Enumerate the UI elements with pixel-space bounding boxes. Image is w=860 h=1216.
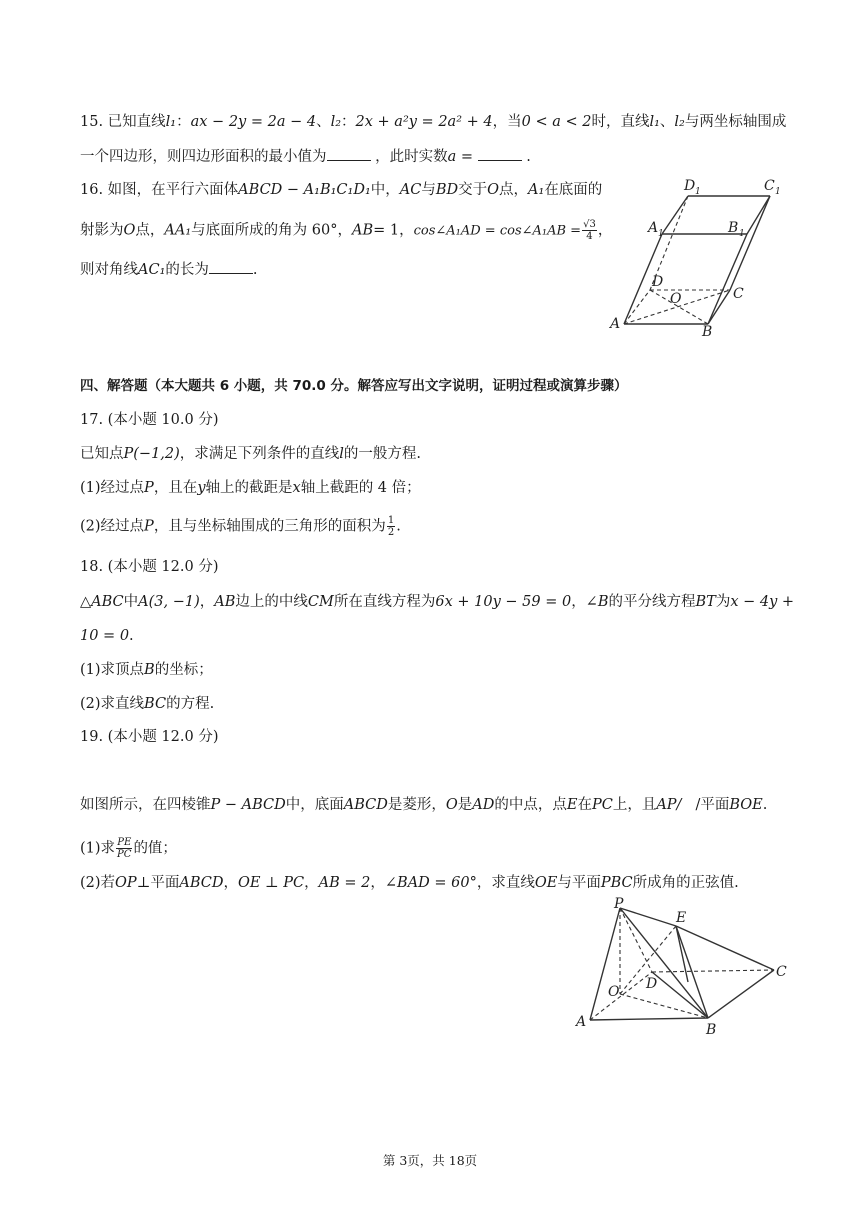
q18-text: ，∠	[571, 594, 598, 610]
q18-text: (1)求顶点	[80, 662, 145, 678]
q19-part1	[80, 837, 177, 860]
math-ineq: 0 < a < 2	[521, 114, 592, 130]
math-a1: A₁	[528, 182, 545, 198]
q18-text: 的方程.	[166, 696, 215, 712]
math-l2: l₂	[330, 114, 342, 130]
math-bd: BD	[435, 182, 459, 198]
q17-text: ，且在	[153, 480, 198, 496]
q19-text: 所成角的正弦值.	[632, 875, 739, 891]
page-footer: 第 3页，共 18页	[382, 1153, 478, 1168]
q15-text: ，当	[492, 114, 522, 130]
math-cm: CM	[307, 594, 334, 610]
math-point-a: A(3, −1)	[138, 594, 200, 610]
q19-line1	[80, 795, 767, 815]
math-aa1: AA₁	[164, 222, 192, 239]
label-a: A	[576, 1014, 587, 1030]
math-ab: AB	[214, 594, 236, 610]
math-op: OP	[115, 875, 137, 891]
math-a: a =	[447, 149, 474, 165]
parallelepiped-figure	[597, 176, 790, 338]
q17-part2	[80, 515, 401, 538]
q18-part2	[80, 694, 214, 714]
math-eq-bt: x − 4y +	[730, 594, 795, 610]
q15-text: ：	[176, 114, 191, 130]
math-l2: l₂	[674, 114, 685, 130]
q16-text: 的长为	[165, 262, 209, 278]
label-e: E	[676, 910, 687, 926]
math-oe-perp-pc: OE ⊥ PC	[237, 875, 305, 891]
math-bc: BC	[144, 696, 167, 712]
q15-line1	[80, 112, 786, 132]
math-eq2: 2x + a²y = 2a² + 4	[355, 114, 493, 130]
q16-line3	[80, 259, 258, 280]
fraction-numerator: 1	[387, 515, 395, 526]
q18-text: ，	[199, 594, 215, 610]
subscript-1: 1	[739, 229, 745, 239]
math-e: E	[566, 797, 578, 813]
math-ab-eq: AB = 2	[318, 875, 371, 891]
math-abc: ABC	[91, 594, 124, 610]
math-b: B	[144, 662, 155, 678]
math-oe: OE	[534, 875, 558, 891]
answer-blank	[327, 146, 371, 161]
math-ac1: AC₁	[138, 262, 166, 278]
math-p: P	[144, 480, 154, 496]
math-eq1: ax − 2y = 2a − 4	[190, 114, 317, 130]
q17-text: 已知点	[80, 446, 124, 462]
q15-text: ：	[341, 114, 356, 130]
q17-text: 轴上截距的 4 倍；	[300, 480, 421, 496]
label-b: B	[706, 1022, 717, 1038]
math-ac: AC	[399, 182, 422, 198]
q16-text: 16. 如图，在平行六面体	[80, 182, 239, 198]
q18-text: 所在直线方程为	[333, 594, 436, 610]
q19-text: 是	[457, 797, 473, 813]
q16-text: = 1，	[373, 222, 414, 239]
q19-text: 与平面	[557, 875, 601, 891]
math-o: O	[487, 182, 500, 198]
q19-text: 如图所示，在四棱锥	[80, 797, 211, 813]
math-pc: PC	[591, 797, 613, 813]
fraction-denominator: PC	[117, 849, 132, 860]
q19-text: (2)若	[80, 875, 116, 891]
q19-text: .	[762, 797, 768, 813]
q15-text: 时，直线	[591, 114, 650, 130]
answer-blank	[209, 259, 253, 274]
q15-text: 与两坐标轴围成	[684, 114, 787, 130]
label-c1: C	[764, 178, 775, 194]
q16-text: .	[252, 262, 258, 278]
math-b: B	[597, 594, 609, 610]
q18-text: (2)求直线	[80, 696, 145, 712]
math-eq-cm: 6x + 10y − 59 = 0	[435, 594, 572, 610]
label-d: D	[652, 274, 664, 290]
q17-text: (1)经过点	[80, 480, 145, 496]
q15-line2	[80, 146, 531, 167]
q19-text: ，	[370, 875, 385, 891]
q15-text: 一个四边形，则四边形面积的最小值为	[80, 149, 327, 165]
q16-text: 点，	[499, 182, 529, 198]
subscript-1: 1	[695, 187, 701, 197]
fraction	[116, 837, 132, 860]
q16-text: 在底面的	[544, 182, 603, 198]
section-heading: 四、解答题（本大题共 6 小题，共 70.0 分。解答应写出文字说明，证明过程或演算步骤）	[80, 378, 628, 394]
math-y: y	[197, 480, 206, 496]
q18-text: .	[129, 628, 134, 644]
q19-text: 在	[577, 797, 592, 813]
q18-text: 为	[715, 594, 731, 610]
q19-text: /平面	[695, 797, 730, 813]
q18-text: 边上的中线	[235, 594, 308, 610]
math-ab: AB	[351, 222, 374, 239]
fraction-denominator: 4	[586, 231, 593, 242]
q19-text: 的中点，点	[494, 797, 567, 813]
q19-text: ⊥平面	[136, 875, 180, 891]
math-eq-bt-cont: 10 = 0	[80, 628, 130, 644]
q16-text: 射影为	[80, 222, 124, 239]
label-d1: D	[684, 178, 696, 194]
q19-part2	[80, 873, 739, 893]
math-x: x	[292, 480, 301, 496]
q17-text: ，求满足下列条件的直线	[179, 446, 340, 462]
label-b: B	[702, 324, 713, 338]
math-boe: BOE	[729, 797, 763, 813]
q17-text: 的一般方程.	[343, 446, 422, 462]
q16-text: 则对角线	[80, 262, 138, 278]
q18-head: 18. (本小题 12.0 分)	[80, 559, 219, 575]
label-o: O	[670, 291, 682, 307]
q16-text: ，	[597, 222, 613, 239]
q19-text: 上，且	[612, 797, 657, 813]
q17-text: (2)经过点	[80, 518, 145, 535]
q16-text: 交于	[458, 182, 488, 198]
math-ad: AD	[472, 797, 495, 813]
fraction	[582, 219, 597, 242]
q19-text: ，求直线	[476, 875, 535, 891]
math-bt: BT	[695, 594, 716, 610]
fraction	[387, 515, 395, 538]
q17-text: .	[396, 518, 401, 535]
math-solid: ABCD − A₁B₁C₁D₁	[238, 182, 371, 198]
math-o: O	[123, 222, 136, 239]
q16-text: 点，	[135, 222, 165, 239]
subscript-1: 1	[775, 187, 781, 197]
fraction-numerator: √3	[583, 219, 596, 230]
math-angle-bad: ∠BAD = 60°	[384, 875, 477, 891]
q18-text: 中	[123, 594, 139, 610]
math-ap: AP/	[656, 797, 682, 813]
fraction-denominator: 2	[387, 527, 395, 538]
answer-blank	[478, 146, 522, 161]
math-abcd: ABCD	[343, 797, 388, 813]
label-a: A	[610, 316, 621, 332]
label-o: O	[608, 984, 620, 1000]
q19-text: ，	[223, 875, 238, 891]
label-p: P	[614, 896, 624, 912]
label-d: D	[646, 976, 658, 992]
pyramid-figure	[570, 896, 795, 1044]
q19-text: ，	[304, 875, 319, 891]
math-pyramid: P − ABCD	[210, 797, 286, 813]
math-point-p: P(−1,2)	[123, 446, 180, 462]
q19-text: 的值；	[133, 840, 177, 857]
q18-text: 的坐标；	[154, 662, 213, 678]
label-b1: B	[728, 220, 739, 236]
q15-text: .	[526, 149, 531, 165]
math-l1: l₁	[649, 114, 660, 130]
q16-text: 与	[421, 182, 436, 198]
q19-head: 19. (本小题 12.0 分)	[80, 729, 219, 745]
q18-part1	[80, 660, 213, 680]
q18-text: 的平分线方程	[608, 594, 696, 610]
math-l: l	[339, 446, 344, 462]
fraction-numerator: PE	[117, 837, 132, 848]
label-c: C	[733, 286, 744, 302]
q19-text: 是菱形，	[387, 797, 446, 813]
q18-line2	[80, 626, 134, 646]
q19-text: (1)求	[80, 840, 116, 857]
q15-text: 15. 已知直线	[80, 114, 166, 130]
subscript-1: 1	[658, 229, 664, 239]
q17-line1	[80, 444, 421, 464]
q18-line1	[80, 592, 794, 612]
label-a1: A	[648, 220, 659, 236]
q18-text: △	[80, 594, 92, 610]
math-o: O	[445, 797, 458, 813]
q15-text: 、	[316, 114, 331, 130]
q17-part1	[80, 478, 421, 498]
q16-text: 中，	[370, 182, 400, 198]
q15-text: 、	[659, 114, 675, 130]
q15-text: ，此时实数	[375, 149, 448, 165]
math-pbc: PBC	[600, 875, 633, 891]
q17-text: ，且与坐标轴围成的三角形的面积为	[153, 518, 386, 535]
q16-line2	[80, 219, 612, 242]
q17-head: 17. (本小题 10.0 分)	[80, 412, 219, 428]
q16-text: 与底面所成的角为 60°，	[191, 222, 352, 239]
label-c: C	[776, 964, 787, 980]
math-l1: l₁	[165, 114, 177, 130]
q19-text: 中，底面	[285, 797, 344, 813]
math-p: P	[144, 518, 154, 535]
math-abcd: ABCD	[179, 875, 224, 891]
math-cos: cos∠A₁AD = cos∠A₁AB =	[413, 223, 582, 239]
q17-text: 轴上的截距是	[205, 480, 293, 496]
q16-line1	[80, 180, 602, 200]
